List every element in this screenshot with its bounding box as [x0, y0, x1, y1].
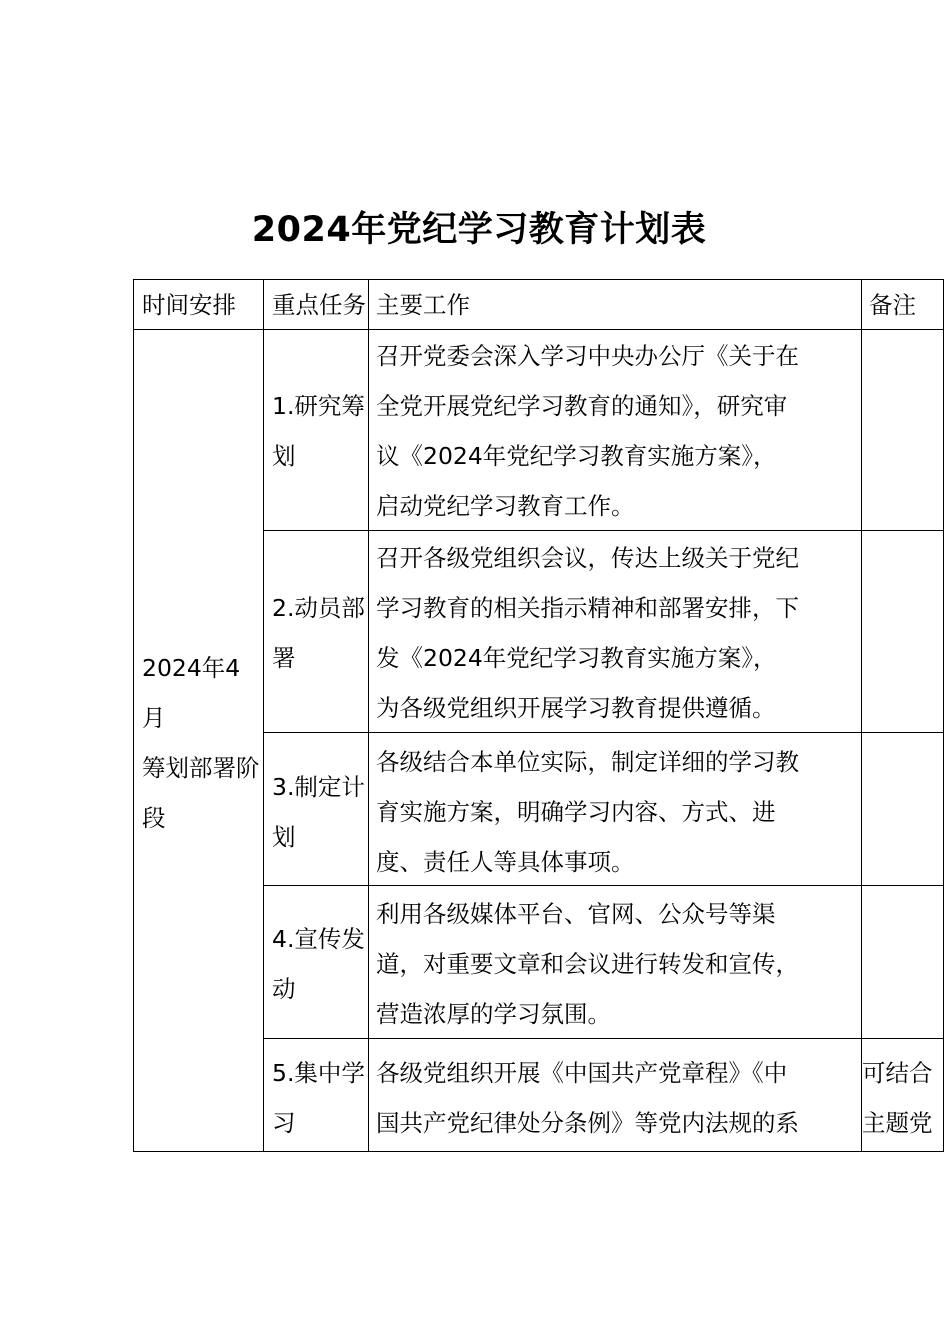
period-line: 2024年4 [142, 654, 241, 682]
task-cell [272, 762, 365, 862]
header-divider [134, 329, 943, 330]
work-line: 利用各级媒体平台、官网、公众号等渠 [376, 900, 776, 928]
work-line: 全党开展党纪学习教育的通知》，研究审 [376, 392, 788, 420]
column-divider [861, 280, 862, 1151]
work-cell [376, 331, 799, 531]
note-line: 主题党 [862, 1109, 933, 1137]
work-cell [376, 533, 799, 733]
task-line: 习 [272, 1109, 296, 1137]
work-line: 育实施方案，明确学习内容、方式、进 [376, 798, 776, 826]
task-line: 划 [272, 442, 296, 470]
work-cell [376, 1048, 799, 1148]
plan-table [133, 279, 944, 1152]
note-cell [862, 1048, 933, 1148]
task-cell [272, 1048, 365, 1148]
task-cell [272, 381, 365, 481]
task-line: 划 [272, 823, 296, 851]
note-line: 可结合 [862, 1059, 933, 1087]
work-line: 召开党委会深入学习中央办公厅《关于在 [376, 342, 799, 370]
work-line: 道，对重要文章和会议进行转发和宣传， [376, 950, 799, 978]
work-line: 启动党纪学习教育工作。 [376, 492, 635, 520]
period-line: 筹划部署阶 [142, 754, 260, 782]
task-line: 1.研究筹 [272, 392, 365, 420]
task-line: 2.动员部 [272, 594, 365, 622]
header-note: 备注 [869, 291, 916, 319]
work-line: 各级结合本单位实际，制定详细的学习教 [376, 748, 799, 776]
work-line: 学习教育的相关指示精神和部署安排，下 [376, 594, 799, 622]
work-line: 议《2024年党纪学习教育实施方案》， [376, 442, 777, 470]
header-work: 主要工作 [376, 291, 470, 319]
period-line: 月 [142, 704, 166, 732]
page-title: 2024年党纪学习教育计划表 [251, 210, 707, 250]
work-line: 各级党组织开展《中国共产党章程》《中 [376, 1059, 788, 1087]
period-cell [142, 643, 260, 843]
work-line: 营造浓厚的学习氛围。 [376, 1000, 611, 1028]
header-task: 重点任务 [272, 291, 366, 319]
work-cell [376, 889, 799, 1039]
task-line: 3.制定计 [272, 773, 365, 801]
work-line: 国共产党纪律处分条例》等党内法规的系 [376, 1109, 799, 1137]
work-line: 召开各级党组织会议，传达上级关于党纪 [376, 544, 799, 572]
column-divider [263, 280, 264, 1151]
work-line: 发《2024年党纪学习教育实施方案》， [376, 644, 777, 672]
work-cell [376, 737, 799, 887]
task-line: 动 [272, 975, 296, 1003]
task-line: 4.宣传发 [272, 925, 365, 953]
task-line: 5.集中学 [272, 1059, 365, 1087]
header-time: 时间安排 [142, 291, 236, 319]
task-cell [272, 914, 365, 1014]
work-line: 度、责任人等具体事项。 [376, 848, 635, 876]
task-cell [272, 583, 365, 683]
work-line: 为各级党组织开展学习教育提供遵循。 [376, 694, 776, 722]
task-line: 署 [272, 644, 296, 672]
period-line: 段 [142, 804, 166, 832]
column-divider [368, 280, 369, 1151]
